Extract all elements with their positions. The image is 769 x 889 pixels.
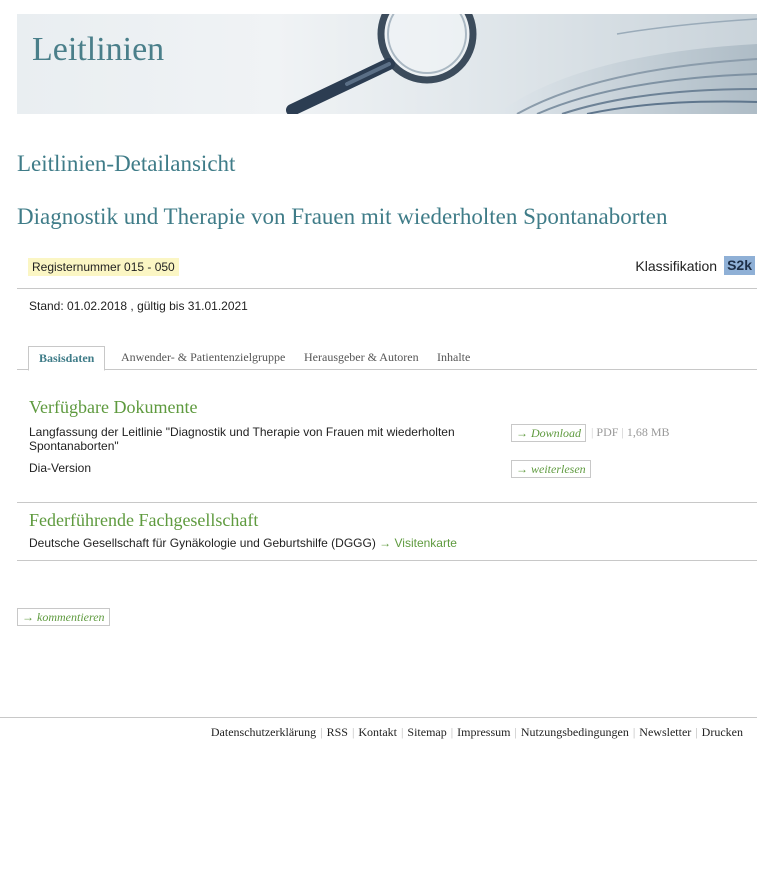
tab-basisdaten[interactable]: Basisdaten: [28, 346, 105, 371]
register-number: Registernummer 015 - 050: [28, 258, 179, 276]
footer-link-rss[interactable]: RSS: [326, 725, 348, 739]
header-banner: [17, 14, 757, 114]
footer-link-impressum[interactable]: Impressum: [457, 725, 511, 739]
tab-herausgeber-autoren[interactable]: Herausgeber & Autoren: [304, 350, 419, 364]
divider: [17, 560, 757, 561]
classification-label: Klassifikation: [635, 257, 718, 274]
footer-nav: Datenschutzerklärung | RSS | Kontakt | Sitemap | Impressum | Nutzungsbedingungen | Newsletter | Drucken: [210, 725, 743, 739]
page-heading: Leitlinien-Detailansicht: [17, 151, 236, 176]
tab-bar: [17, 346, 757, 370]
footer-link-drucken[interactable]: Drucken: [701, 725, 743, 739]
divider: [17, 288, 757, 289]
footer-link-datenschutz[interactable]: Datenschutzerklärung: [210, 725, 317, 739]
weiterlesen-button[interactable]: → weiterlesen: [511, 460, 591, 478]
document-format: PDF: [596, 425, 619, 439]
document-name: Langfassung der Leitlinie "Diagnostik und Therapie von Frauen mit wiederholten Spontanaborten": [29, 425, 455, 453]
document-name: Dia-Version: [29, 461, 92, 475]
section-title-society: Federführende Fachgesellschaft: [29, 510, 259, 530]
comment-button[interactable]: → kommentieren: [17, 608, 110, 626]
banner-title: Leitlinien: [32, 31, 165, 68]
society-line: [29, 536, 457, 550]
footer-link-newsletter[interactable]: Newsletter: [639, 725, 692, 739]
divider: [17, 502, 757, 503]
tab-anwender-patientenzielgruppe[interactable]: Anwender- & Patientenzielgruppe: [121, 350, 286, 364]
document-size: 1,68 MB: [626, 425, 670, 439]
validity-date: Stand: 01.02.2018 , gültig bis 31.01.2021: [29, 299, 248, 313]
footer-divider: [0, 717, 757, 718]
tab-inhalte[interactable]: Inhalte: [437, 350, 471, 364]
footer-link-kontakt[interactable]: Kontakt: [358, 725, 398, 739]
footer-link-sitemap[interactable]: Sitemap: [407, 725, 447, 739]
guideline-title: Diagnostik und Therapie von Frauen mit wiederholten Spontanaborten: [17, 204, 668, 229]
visitenkarte-link[interactable]: → Visitenkarte: [379, 536, 457, 550]
classification-badge: S2k: [724, 256, 755, 275]
download-button[interactable]: → Download: [511, 424, 586, 442]
section-title-documents: Verfügbare Dokumente: [29, 397, 198, 417]
classification: [635, 256, 755, 275]
society-name: Deutsche Gesellschaft für Gynäkologie und Geburtshilfe (DGGG): [29, 536, 376, 550]
footer-link-nutzungsbedingungen[interactable]: Nutzungsbedingungen: [520, 725, 629, 739]
document-meta: | PDF | 1,68 MB: [591, 425, 670, 439]
